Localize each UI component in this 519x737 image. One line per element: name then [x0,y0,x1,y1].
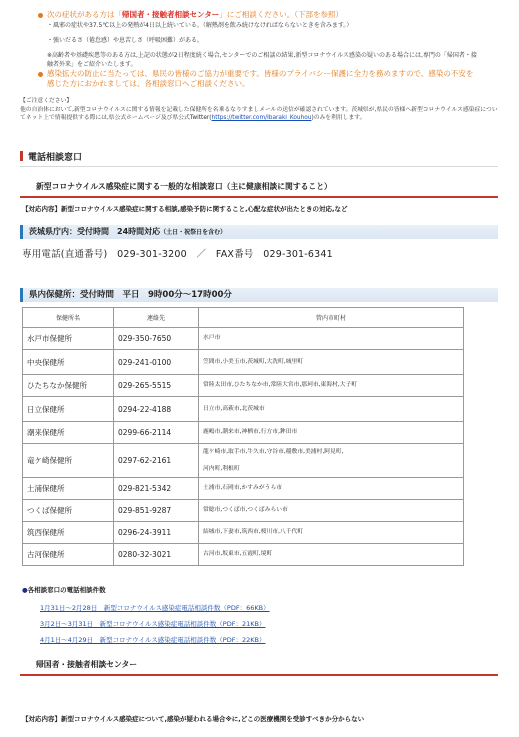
symptom-intro: 次の症状がある方は「帰国者・接触者相談センター」にご相談ください。（下部を参照） [47,10,343,19]
phishing-notice [20,97,498,123]
phone-number: 0280-32-3021 [114,544,199,566]
phone-number: 0297-62-2161 [114,444,199,478]
symptom-fever: ・風邪の症状や37.5℃以上の発熱が4日以上続いている。（解熱剤を飲み続けなければならないときを含みます。） [47,22,353,29]
notice-body: 他の自治体において,新型コロナウイルスに関する情報を記載した保健所を名乗るなりすましメールの送信が確認されています。茨城県が,県民の皆様へ新型コロナウイルス感染症についてネット上で情報提供する際には,県公式ホームページ及び県公式Twitter(https://twitter.com/Ibaraki_Kouhou)のみを利用します。 [20,106,498,122]
health-center-table [22,307,464,566]
notice-heading: 【ご注意ください】 [20,98,73,104]
returnee-center-content: 【対応内容】新型コロナウイルス感染症について,感染が疑われる場合※に,どこの医療機関を受診すべきか分からない [22,715,365,723]
table-row: 水戸市保健所 029-350-7650 水戸市 [23,328,464,350]
center-name-highlight: 帰国者・接触者相談センター [122,10,220,19]
header-area: 管内市町村 [199,308,464,328]
cooperation-note: 感染拡大の防止に当たっては、県民の皆様のご協力が重要です。皆様のプライバシー保護に全力を務めますので、感染の不安を感じた方におかれましては、各相談窓口へご相談ください。 [38,69,478,89]
call-count-pdf-link-jan-feb[interactable]: 1月31日～2月28日 新型コロナウイルス感染症電話相談件数（PDF：66KB） [40,604,270,612]
symptom-bullet [38,10,478,69]
phone-number: 029-350-7650 [114,328,199,350]
table-row: ひたちなか保健所 029-265-5515 常陸太田市,ひたちなか市,常陸大宮市,那珂市,東海村,大子町 [23,375,464,397]
table-row: 日立保健所 0294-22-4188 日立市,高萩市,北茨城市 [23,397,464,422]
phone-number: 029-265-5515 [114,375,199,397]
twitter-link[interactable]: https://twitter.com/Ibaraki_Kouhou [211,115,312,122]
table-row: 古河保健所 0280-32-3021 古河市,坂東市,五霞町,境町 [23,544,464,566]
table-row: 竜ケ崎保健所 0297-62-2161 龍ケ崎市,取手市,牛久市,守谷市,稲敷市,美浦村,阿見町, 河内町,利根町 [23,444,464,478]
header-tel: 連絡先 [114,308,199,328]
general-consultation-content: 【対応内容】新型コロナウイルス感染症に関する相談,感染予防に関すること,心配な症状が出たときの対応,など [22,205,348,213]
call-counts-heading: ●各相談窓口の電話相談件数 [22,586,106,594]
table-row: 筑西保健所 0296-24-3911 結城市,下妻市,筑西市,桜川市,八千代町 [23,522,464,544]
call-count-pdf-link-mar[interactable]: 3月2日～3月31日 新型コロナウイルス感染症電話相談件数（PDF：21KB） [40,620,266,628]
phone-number: 029-821-5342 [114,478,199,500]
elderly-note: ※高齢者や基礎疾患等のある方は,上記の状態が2日程度続く場合,センターでのご相談の結果,新型コロナウイルス感染の疑いのある場合には,専門の「帰国者・接触者外来」をご紹介いたします。 [47,52,477,68]
bullet-icon: ● [22,586,28,594]
phone-number: 029-241-0100 [114,350,199,375]
table-row: 土浦保健所 029-821-5342 土浦市,石岡市,かすみがうら市 [23,478,464,500]
returnee-center-title: 帰国者・接触者相談センター [20,659,498,676]
phone-number: 0296-24-3911 [114,522,199,544]
phone-number: 0299-66-2114 [114,422,199,444]
health-center-hours-title: 県内保健所：受付時間 平日 9時00分～17時00分 [20,288,498,302]
table-row: つくば保健所 029-851-9287 常総市,つくば市,つくばみらい市 [23,500,464,522]
prefecture-hours-title: 茨城県庁内：受付時間 24時間対応（土日・祝祭日を含む） [20,225,498,239]
table-row: 潮来保健所 0299-66-2114 鹿嶋市,潮来市,神栖市,行方市,鉾田市 [23,422,464,444]
prefecture-phone-fax: 専用電話(直通番号) 029-301-3200 ／ FAX番号 029-301-6341 [22,249,333,260]
phone-number: 0294-22-4188 [114,397,199,422]
symptom-breathing: ・強いだるさ（倦怠感）や息苦しさ（呼吸困難）がある。 [47,37,204,44]
header-name: 保健所名 [23,308,114,328]
general-consultation-title: 新型コロナウイルス感染症に関する一般的な相談窓口（主に健康相談に関すること） [20,181,498,198]
phone-consultation-title: 電話相談窓口 [20,150,498,167]
table-header-row [23,308,464,328]
call-count-pdf-link-apr[interactable]: 4月1日～4月29日 新型コロナウイルス感染症電話相談件数（PDF：22KB） [40,636,266,644]
table-row: 中央保健所 029-241-0100 笠間市,小美玉市,茨城町,大洗町,城里町 [23,350,464,375]
phone-number: 029-851-9287 [114,500,199,522]
